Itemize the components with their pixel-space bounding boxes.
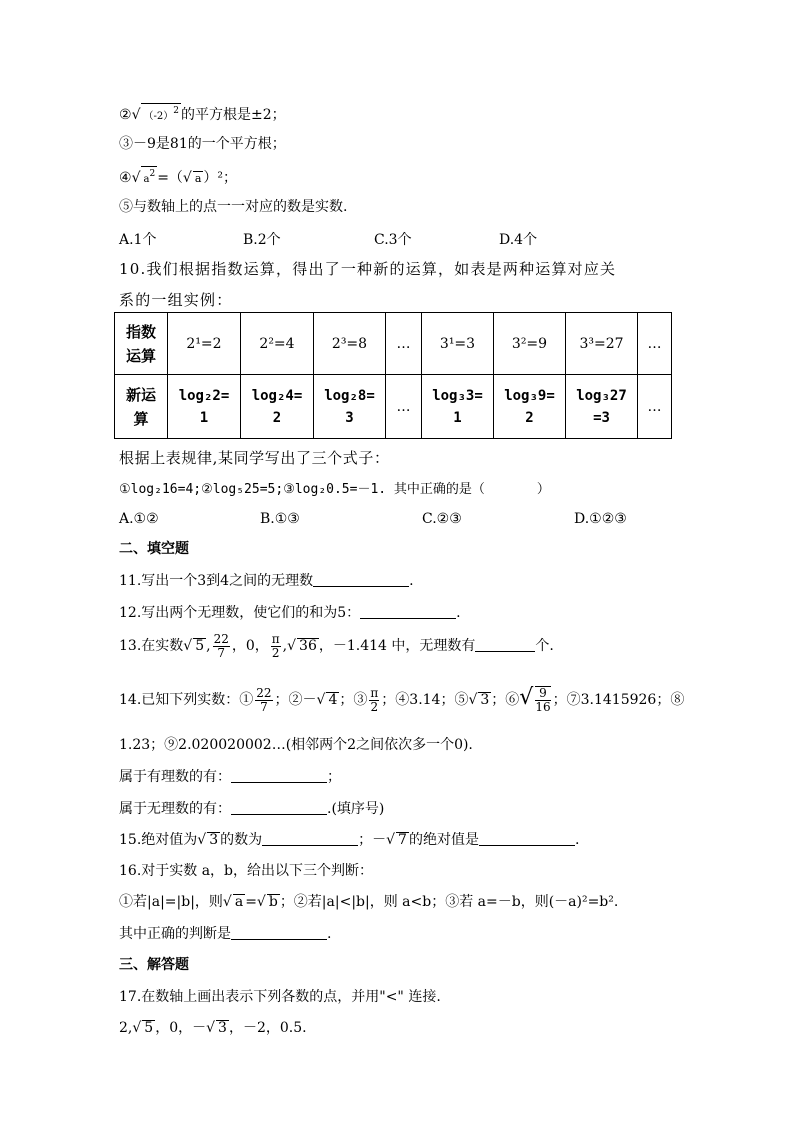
fraction: $\frac{\pi}{2}$ — [271, 631, 280, 660]
answer-blank[interactable] — [479, 831, 575, 846]
statement-5: ⑤与数轴上的点一一对应的数是实数. — [119, 199, 348, 215]
q9-option-c: C.3个 — [374, 232, 412, 248]
table-row-exponent — [115, 313, 672, 375]
table-cell: … — [386, 313, 422, 375]
table-cell: log₂8= 3 — [314, 375, 386, 439]
table-cell: 2³=8 — [314, 313, 386, 375]
table-cell: log₃27 =3 — [566, 375, 638, 439]
q10-option-a: A.①② — [119, 511, 159, 527]
q11: 11.写出一个3到4之间的无理数 . — [119, 573, 414, 589]
answer-blank[interactable] — [262, 831, 358, 846]
table-cell: log₂2= 1 — [168, 375, 241, 439]
table-cell: 3³=27 — [566, 313, 638, 375]
q10-rule-text: 根据上表规律,某同学写出了三个式子： — [119, 449, 390, 467]
q10-stem-line1: 10.我们根据指数运算，得出了一种新的运算，如表是两种运算对应关 — [119, 260, 617, 278]
table-cell: 3¹=3 — [422, 313, 494, 375]
table-cell: … — [638, 375, 672, 439]
statement-4: ④√ a2 =（√ a ）²； — [119, 166, 237, 187]
statement-2: ②√ （-2）2 的平方根是±2； — [119, 103, 286, 124]
row-header-new-op: 新运 算 — [115, 375, 168, 439]
operation-table — [114, 312, 672, 439]
q16-line3: 其中正确的判断是 . — [119, 926, 332, 942]
q14-line2: 1.23；⑨2.020020002…(相邻两个2之间依次多一个0). — [119, 737, 473, 753]
section-heading-fill-in: 二、填空题 — [119, 541, 189, 557]
table-cell: log₂4= 2 — [241, 375, 314, 439]
q10-option-d: D.①②③ — [574, 511, 627, 527]
table-cell: … — [638, 313, 672, 375]
table-cell: log₃3= 1 — [422, 375, 494, 439]
answer-blank[interactable] — [231, 768, 327, 783]
fraction: $\frac{22}{7}$ — [213, 631, 229, 660]
q10-stem-line2: 系的一组实例： — [119, 291, 233, 309]
q14-irrational: 属于无理数的有： .(填序号) — [119, 801, 385, 817]
q14-rational: 属于有理数的有： ； — [119, 769, 341, 785]
q10-option-b: B.①③ — [260, 511, 300, 527]
radical-sign: √ — [131, 107, 141, 123]
q15: 15.绝对值为√ 3 的数为 ；－√ 7 的绝对值是 . — [119, 832, 580, 848]
answer-blank[interactable] — [231, 925, 327, 940]
table-cell: log₃9= 2 — [494, 375, 566, 439]
q17-line1: 17.在数轴上画出表示下列各数的点，并用"<" 连接. — [119, 989, 441, 1005]
table-cell: 2²=4 — [241, 313, 314, 375]
answer-blank[interactable] — [360, 604, 456, 619]
answer-blank[interactable] — [475, 637, 535, 652]
q10-option-c: C.②③ — [422, 511, 462, 527]
answer-blank[interactable] — [313, 572, 409, 587]
q14-line1: 14.已知下列实数：① $\frac{22}{7}$ ；②－√ 4 ；③ $\frac{\pi}{2}$ ；④3.14；⑤√ 3 ；⑥√ $\frac{9}{16}$ ；⑦3.1415926；⑧ — [119, 685, 685, 714]
q9-option-a: A.1个 — [119, 232, 157, 248]
q12: 12.写出两个无理数，使它们的和为5： . — [119, 605, 461, 621]
q17-line2: 2,√ 5 ，0，－√ 3 ，－2，0.5. — [119, 1020, 307, 1036]
row-header-exponent: 指数 运算 — [115, 313, 168, 375]
statement-3: ③－9是81的一个平方根； — [119, 136, 286, 152]
q16-line1: 16.对于实数 a，b，给出以下三个判断： — [119, 863, 374, 879]
q9-option-b: B.2个 — [243, 232, 281, 248]
section-heading-answer: 三、解答题 — [119, 957, 189, 973]
radicand: （-2）2 — [141, 103, 180, 124]
q10-formulas: ①log₂16=4;②log₅25=5;③log₂0.5=－1. 其中正确的是（ ） — [119, 482, 550, 497]
q9-option-d: D.4个 — [499, 232, 538, 248]
q16-line2: ①若|a|=|b|，则√ a =√ b ；②若|a|<|b|，则 a<b；③若 a=－b，则(－a)²=b². — [119, 894, 619, 910]
q13: 13.在实数√ 5 , $\frac{22}{7}$ ，0， $\frac{\pi}{2}$ ,√ 36 ，－1.414 中，无理数有 个. — [119, 631, 554, 660]
table-row-log — [115, 375, 672, 439]
table-cell: … — [386, 375, 422, 439]
table-cell: 2¹=2 — [168, 313, 241, 375]
answer-blank[interactable] — [231, 800, 327, 815]
table-cell: 3²=9 — [494, 313, 566, 375]
